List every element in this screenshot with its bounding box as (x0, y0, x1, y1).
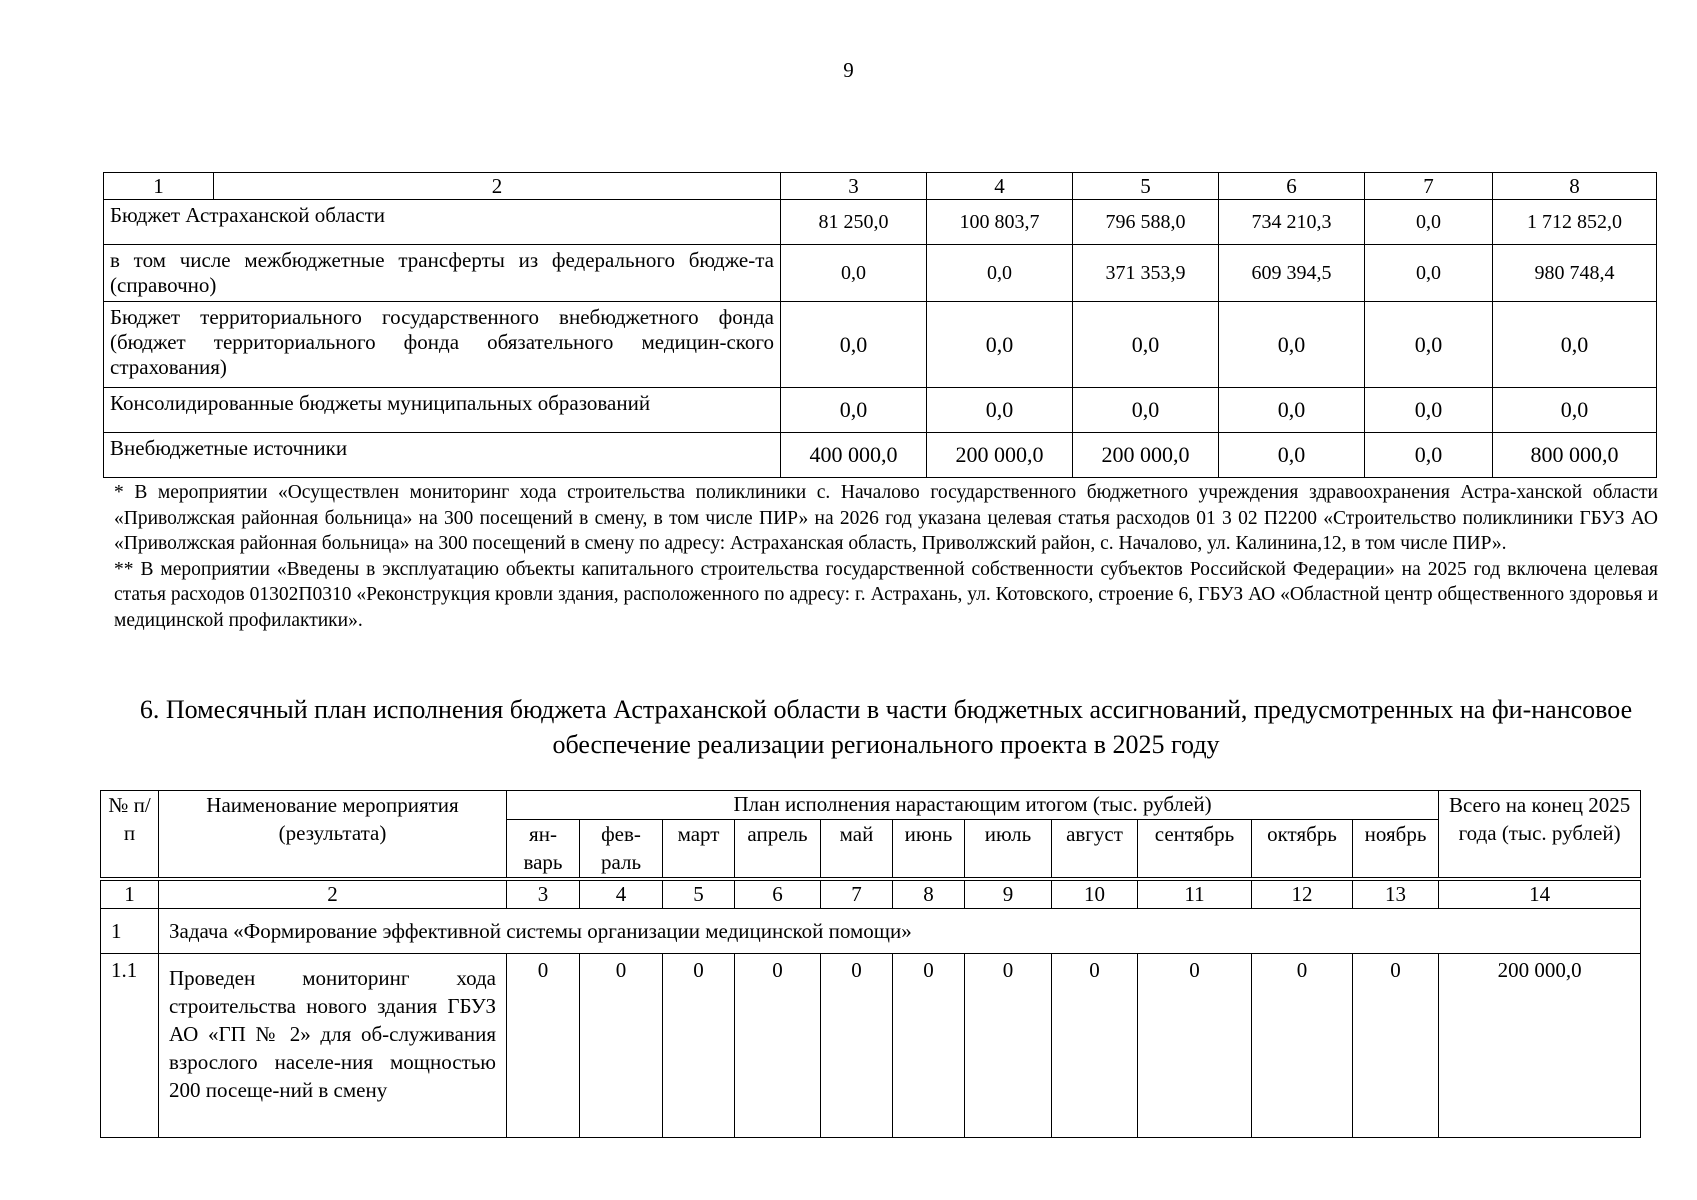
month-value: 0 (1252, 954, 1353, 1138)
column-number: 10 (1052, 881, 1138, 909)
month-label: ноябрь (1353, 820, 1439, 878)
column-number: 8 (893, 881, 965, 909)
task-number: 1 (101, 909, 159, 954)
table-row (101, 954, 1641, 1138)
task-row (101, 909, 1641, 954)
column-number: 2 (214, 173, 781, 200)
row-value: 800 000,0 (1493, 433, 1657, 478)
row-value: 0,0 (1493, 388, 1657, 433)
row-value: 0,0 (781, 302, 927, 388)
column-number: 2 (159, 881, 507, 909)
row-value: 0,0 (927, 302, 1073, 388)
page-number: 9 (843, 58, 854, 82)
row-value: 0,0 (781, 245, 927, 302)
header-total: Всего на конец 2025 года (тыс. рублей) (1439, 791, 1641, 878)
column-number: 3 (507, 881, 580, 909)
table-row (104, 200, 1657, 245)
footnotes (114, 480, 1658, 634)
month-label: август (1052, 820, 1138, 878)
month-label: фев-раль (580, 820, 663, 878)
row-value: 796 588,0 (1073, 200, 1219, 245)
column-number: 4 (927, 173, 1073, 200)
table-row (104, 388, 1657, 433)
month-label: апрель (735, 820, 821, 878)
plan-table-header (101, 791, 1641, 820)
column-number: 8 (1493, 173, 1657, 200)
month-label: ян-варь (507, 820, 580, 878)
row-value: 81 250,0 (781, 200, 927, 245)
column-number: 13 (1353, 881, 1439, 909)
footnote: * В мероприятии «Осуществлен мониторинг хода строительства поликлиники с. Началово государственного бюджетного учреждения здравоохранения Астра-ханской области «Приволжская районная больница» на 300 посещений в смену, в том числе ПИР» на 2026 год указана целевая статья расходов 01 3 02 П2200 «Строительство поликлиники ГБУЗ АО «Приволжская районная больница» на 300 посещений в смену по адресу: Астраханская область, Приволжский район, с. Началово, ул. Калинина,12, в том числе ПИР». (114, 482, 1658, 555)
row-value: 0,0 (1219, 302, 1365, 388)
month-value: 0 (1052, 954, 1138, 1138)
month-value: 0 (580, 954, 663, 1138)
column-number: 6 (735, 881, 821, 909)
table-row (104, 245, 1657, 302)
task-label: Задача «Формирование эффективной системы организации медицинской помощи» (159, 909, 1641, 954)
row-value: 100 803,7 (927, 200, 1073, 245)
column-number: 4 (580, 881, 663, 909)
row-value: 0,0 (1219, 388, 1365, 433)
column-number: 1 (101, 881, 159, 909)
row-value: 371 353,9 (1073, 245, 1219, 302)
row-label: Консолидированные бюджеты муниципальных образований (104, 388, 781, 433)
column-number: 9 (965, 881, 1052, 909)
column-number: 14 (1439, 881, 1641, 909)
month-label: июнь (893, 820, 965, 878)
table-row (104, 302, 1657, 388)
row-value: 1 712 852,0 (1493, 200, 1657, 245)
month-value: 0 (821, 954, 893, 1138)
budget-table-column-numbers (104, 173, 1657, 200)
row-value: 0,0 (1365, 302, 1493, 388)
column-number: 3 (781, 173, 927, 200)
row-total: 200 000,0 (1439, 954, 1641, 1138)
column-number: 12 (1252, 881, 1353, 909)
month-value: 0 (1138, 954, 1252, 1138)
month-value: 0 (663, 954, 735, 1138)
row-label: в том числе межбюджетные трансферты из федерального бюдже-та (справочно) (104, 245, 781, 302)
row-value: 200 000,0 (1073, 433, 1219, 478)
row-value: 0,0 (1073, 302, 1219, 388)
row-value: 0,0 (781, 388, 927, 433)
column-number: 6 (1219, 173, 1365, 200)
row-value: 0,0 (927, 388, 1073, 433)
plan-table-column-numbers (101, 881, 1641, 909)
month-label: июль (965, 820, 1052, 878)
row-value: 200 000,0 (927, 433, 1073, 478)
month-value: 0 (507, 954, 580, 1138)
row-value: 0,0 (1365, 388, 1493, 433)
row-value: 0,0 (927, 245, 1073, 302)
column-number: 5 (1073, 173, 1219, 200)
month-label: октябрь (1252, 820, 1353, 878)
monthly-plan-table (100, 790, 1641, 1138)
row-value: 0,0 (1219, 433, 1365, 478)
month-value: 0 (893, 954, 965, 1138)
row-value: 400 000,0 (781, 433, 927, 478)
column-number: 11 (1138, 881, 1252, 909)
month-label: сентябрь (1138, 820, 1252, 878)
column-number: 7 (1365, 173, 1493, 200)
column-number: 7 (821, 881, 893, 909)
header-name: Наименование мероприятия (результата) (159, 791, 507, 878)
header-plan: План исполнения нарастающим итогом (тыс. рублей) (507, 791, 1439, 820)
month-label: май (821, 820, 893, 878)
row-name: Проведен мониторинг хода строительства нового здания ГБУЗ АО «ГП № 2» для об-служивания взрослого населе-ния мощностью 200 посеще-ний в смену (159, 954, 507, 1138)
section-title: 6. Помесячный план исполнения бюджета Астраханской области в части бюджетных ассигнований, предусмотренных на фи-нансовое обеспечение реализации регионального проекта в 2025 году (139, 695, 1633, 759)
table-row (104, 433, 1657, 478)
row-number: 1.1 (101, 954, 159, 1138)
row-value: 609 394,5 (1219, 245, 1365, 302)
header-number: № п/п (101, 791, 159, 878)
column-number: 5 (663, 881, 735, 909)
footnote: ** В мероприятии «Введены в эксплуатацию объекты капитального строительства государственной собственности субъектов Российской Федерации» на 2025 год включена целевая статья расходов 01302П0310 «Реконструкция кровли здания, расположенного по адресу: г. Астрахань, ул. Котовского, строение 6, ГБУЗ АО «Областной центр общественного здоровья и медицинской профилактики». (114, 558, 1658, 631)
row-value: 0,0 (1365, 200, 1493, 245)
budget-table (103, 172, 1657, 478)
month-value: 0 (735, 954, 821, 1138)
row-value: 0,0 (1493, 302, 1657, 388)
row-value: 980 748,4 (1493, 245, 1657, 302)
row-label: Бюджет территориального государственного внебюджетного фонда (бюджет территориального фонда обязательного медицин-ского страхования) (104, 302, 781, 388)
row-label: Бюджет Астраханской области (104, 200, 781, 245)
row-value: 734 210,3 (1219, 200, 1365, 245)
row-value: 0,0 (1073, 388, 1219, 433)
month-label: март (663, 820, 735, 878)
row-value: 0,0 (1365, 245, 1493, 302)
row-value: 0,0 (1365, 433, 1493, 478)
month-value: 0 (1353, 954, 1439, 1138)
month-value: 0 (965, 954, 1052, 1138)
column-number: 1 (104, 173, 214, 200)
row-label: Внебюджетные источники (104, 433, 781, 478)
